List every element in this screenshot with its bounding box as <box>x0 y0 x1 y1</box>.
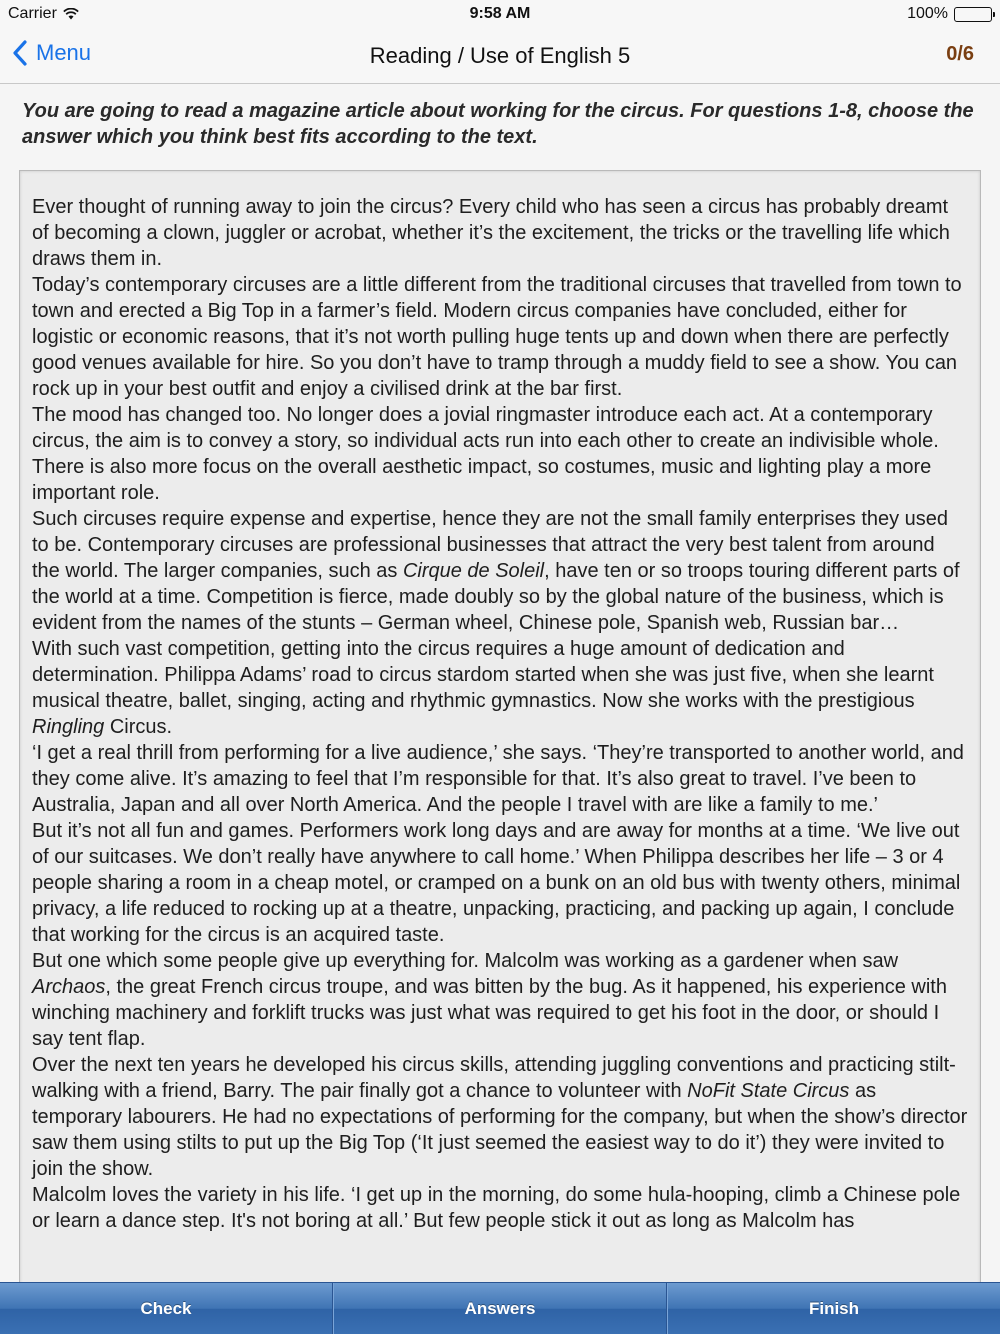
clock: 9:58 AM <box>469 5 531 22</box>
paragraph: Such circuses require expense and expertise, hence they are not the small family enterprises they used to be. Contemporary circuses are professional businesses that attract the very best talent from around the world. The larger companies, such as Cirque de Soleil, have ten or so troops touring different parts of the world at a time. Competition is fierce, made doubly so by the global nature of the business, which is evident from the names of the stunts – German wheel, Chinese pole, Spanish web, Russian bar… <box>32 508 960 634</box>
paragraph: But one which some people give up everything for. Malcolm was working as a gardener when saw Archaos, the great French circus troupe, and was bitten by the bug. As it happened, his experience with winching machinery and forklift trucks was just what was required to get his foot in the door, or should I say tent flap. <box>32 950 947 1050</box>
battery-icon <box>954 7 992 22</box>
navigation-bar <box>0 28 1000 84</box>
task-instructions: You are going to read a magazine article about working for the circus. For questions 1-8, choose the answer which you think best fits according to the text. <box>22 100 974 148</box>
paragraph: But it’s not all fun and games. Performers work long days and are away for months at a time. ‘We live out of our suitcases. We don’t really have anywhere to call home.’ When Philippa describes her life – 3 or 4 people sharing a room in a cheap motel, or cramped on a bunk on an old bus with twenty others, minimal privacy, a life reduced to rocking up at a theatre, unpacking, practicing, and packing up again, I conclude that working for the circus is an acquired taste. <box>32 820 961 946</box>
finish-button[interactable]: Finish <box>667 1283 1000 1334</box>
paragraph: With such vast competition, getting into the circus requires a huge amount of dedication and determination. Philippa Adams’ road to circus stardom started when she was just five, when she learnt musical theatre, ballet, singing, acting and rhythmic gymnastics. Now she works with the prestigious Ringling Circus. <box>32 638 934 738</box>
paragraph: Over the next ten years he developed his circus skills, attending juggling conventions and practicing stilt-walking with a friend, Barry. The pair finally got a chance to volunteer with NoFit State Circus as temporary labourers. He had no expectations of performing for the company, but when the show’s director saw them using stilts to put up the Big Top (‘It just seemed the easiest way to do it’) they were invited to join the show. <box>32 1054 968 1180</box>
paragraph: Ever thought of running away to join the circus? Every child who has seen a circus has probably dreamt of becoming a clown, juggler or acrobat, whether it’s the excitement, the tricks or the travelling life which draws them in. <box>32 196 950 270</box>
company-name: NoFit State Circus <box>687 1080 850 1102</box>
page-title: Reading / Use of English 5 <box>369 43 631 68</box>
battery-indicator <box>907 5 992 23</box>
passage-text <box>20 171 980 1234</box>
paragraph: The mood has changed too. No longer does a jovial ringmaster introduce each act. At a contemporary circus, the aim is to convey a story, so individual acts run into each other to create an indivisible whole. There is also more focus on the overall aesthetic impact, so costumes, music and lighting play a more important role. <box>32 404 939 504</box>
company-name: Ringling <box>32 716 105 738</box>
check-button[interactable]: Check <box>0 1283 333 1334</box>
company-name: Cirque de Soleil <box>402 560 545 582</box>
paragraph: Today’s contemporary circuses are a little different from the traditional circuses that travelled from town to town and erected a Big Top in a farmer’s field. Modern circus companies have concluded, either for logistic or economic reasons, that it’s not worth pulling huge tents up and down when there are perfectly good venues available for hire. So you don’t have to tramp through a muddy field to see a show. You can rock up in your best outfit and enjoy a civilised drink at the bar first. <box>32 274 962 400</box>
back-button-label: Menu <box>36 40 92 65</box>
paragraph: ‘I get a real thrill from performing for a live audience,’ she says. ‘They’re transported to another world, and they come alive. It’s amazing to feel that I’m responsible for that. It’s also great to travel. I’ve been to Australia, Japan and all over North America. And the people I travel with are like a family to me.’ <box>32 742 964 816</box>
company-name: Archaos <box>32 976 106 998</box>
battery-percent: 100% <box>907 5 948 22</box>
score-counter: 0/6 <box>946 43 974 65</box>
carrier-label: Carrier <box>8 5 57 22</box>
paragraph: Malcolm loves the variety in his life. ‘I get up in the morning, do some hula-hooping, climb a Chinese pole or learn a dance step. It's not boring at all.’ But few people stick it out as long as Malcolm has <box>32 1184 961 1232</box>
status-bar <box>0 0 1000 28</box>
reading-passage[interactable] <box>19 170 981 1320</box>
answers-button[interactable]: Answers <box>333 1283 667 1334</box>
bottom-toolbar <box>0 1282 1000 1334</box>
